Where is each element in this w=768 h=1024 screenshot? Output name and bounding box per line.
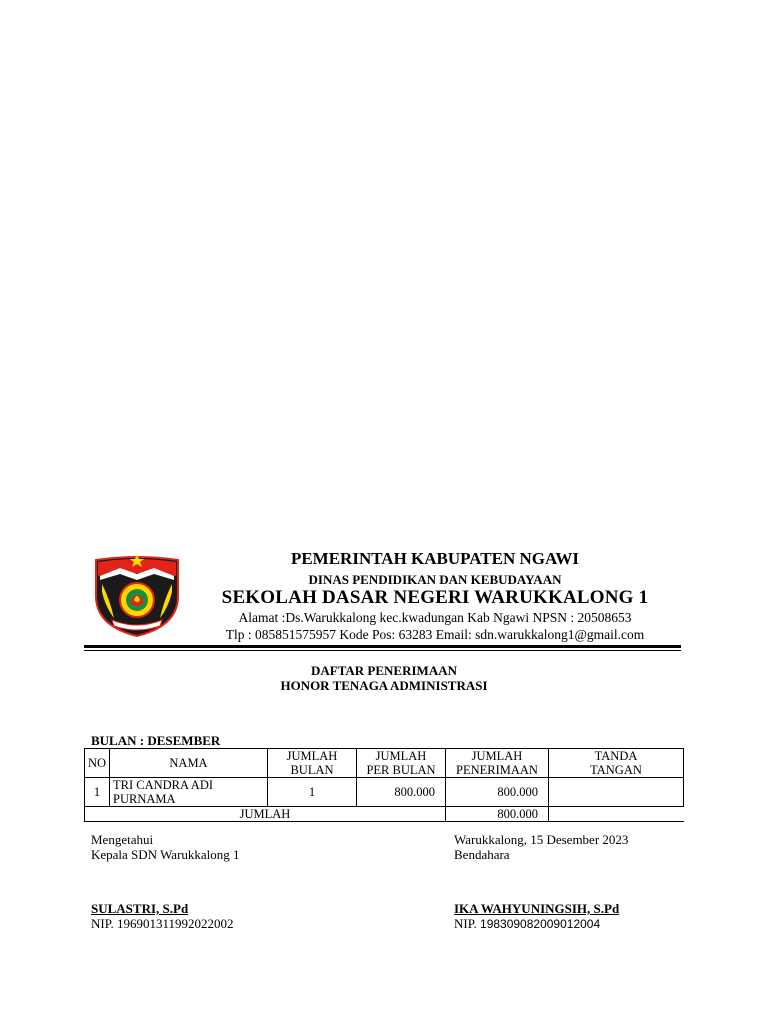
document-subtitle: HONOR TENAGA ADMINISTRASI	[280, 678, 488, 693]
signature-right-position: Bendahara	[454, 847, 510, 862]
table-total-row	[85, 807, 684, 822]
signature-left-position: Kepala SDN Warukkalong 1	[91, 847, 240, 862]
honor-table	[84, 748, 684, 822]
month-label: BULAN : DESEMBER	[91, 733, 221, 748]
cell-nama: TRI CANDRA ADI PURNAMA	[110, 778, 268, 807]
header-jumlah-bulan: JUMLAH BULAN	[268, 749, 357, 778]
header-tanda-tangan: TANDA TANGAN	[549, 749, 684, 778]
signature-right-name: IKA WAHYUNINGSIH, S.Pd	[454, 901, 620, 916]
signature-right-block	[454, 832, 628, 862]
header-government: PEMERINTAH KABUPATEN NGAWI	[290, 549, 580, 568]
total-label: JUMLAH	[85, 807, 446, 822]
header-department: DINAS PENDIDIKAN DAN KEBUDAYAAN	[308, 572, 562, 587]
total-value: 800.000	[446, 807, 549, 822]
cell-tanda-tangan	[549, 778, 684, 807]
letterhead-rule-thin	[84, 650, 681, 651]
signature-left-block	[91, 832, 240, 862]
cell-jumlah-bulan: 1	[268, 778, 357, 807]
table-header-row	[85, 749, 684, 778]
document-title: DAFTAR PENERIMAAN	[310, 663, 457, 678]
table-row	[85, 778, 684, 807]
ngawi-regency-emblem-icon	[92, 552, 182, 638]
signature-left-name: SULASTRI, S.Pd	[91, 901, 189, 916]
header-jumlah-per-bulan: JUMLAH PER BULAN	[357, 749, 446, 778]
header-jumlah-penerimaan: JUMLAH PENERIMAAN	[446, 749, 549, 778]
signature-left-acknowledged: Mengetahui	[91, 832, 154, 847]
header-nama: NAMA	[110, 749, 268, 778]
signature-left-nip: NIP. 196901311992022002	[91, 916, 234, 931]
signature-right-nip: NIP. 198309082009012004	[454, 916, 601, 931]
header-address: Alamat :Ds.Warukkalong kec.kwadungan Kab Ngawi NPSN : 20508653	[238, 610, 632, 625]
header-no: NO	[85, 749, 110, 778]
letterhead-rule-thick	[84, 645, 681, 648]
cell-per-bulan: 800.000	[357, 778, 446, 807]
cell-no: 1	[85, 778, 110, 807]
header-school-name: SEKOLAH DASAR NEGERI WARUKKALONG 1	[221, 587, 649, 608]
cell-penerimaan: 800.000	[446, 778, 549, 807]
total-empty-cell	[549, 807, 684, 822]
header-contact: Tlp : 085851575957 Kode Pos: 63283 Email: sdn.warukkalong1@gmail.com	[225, 627, 645, 642]
signature-right-place-date: Warukkalong, 15 Desember 2023	[454, 832, 629, 847]
